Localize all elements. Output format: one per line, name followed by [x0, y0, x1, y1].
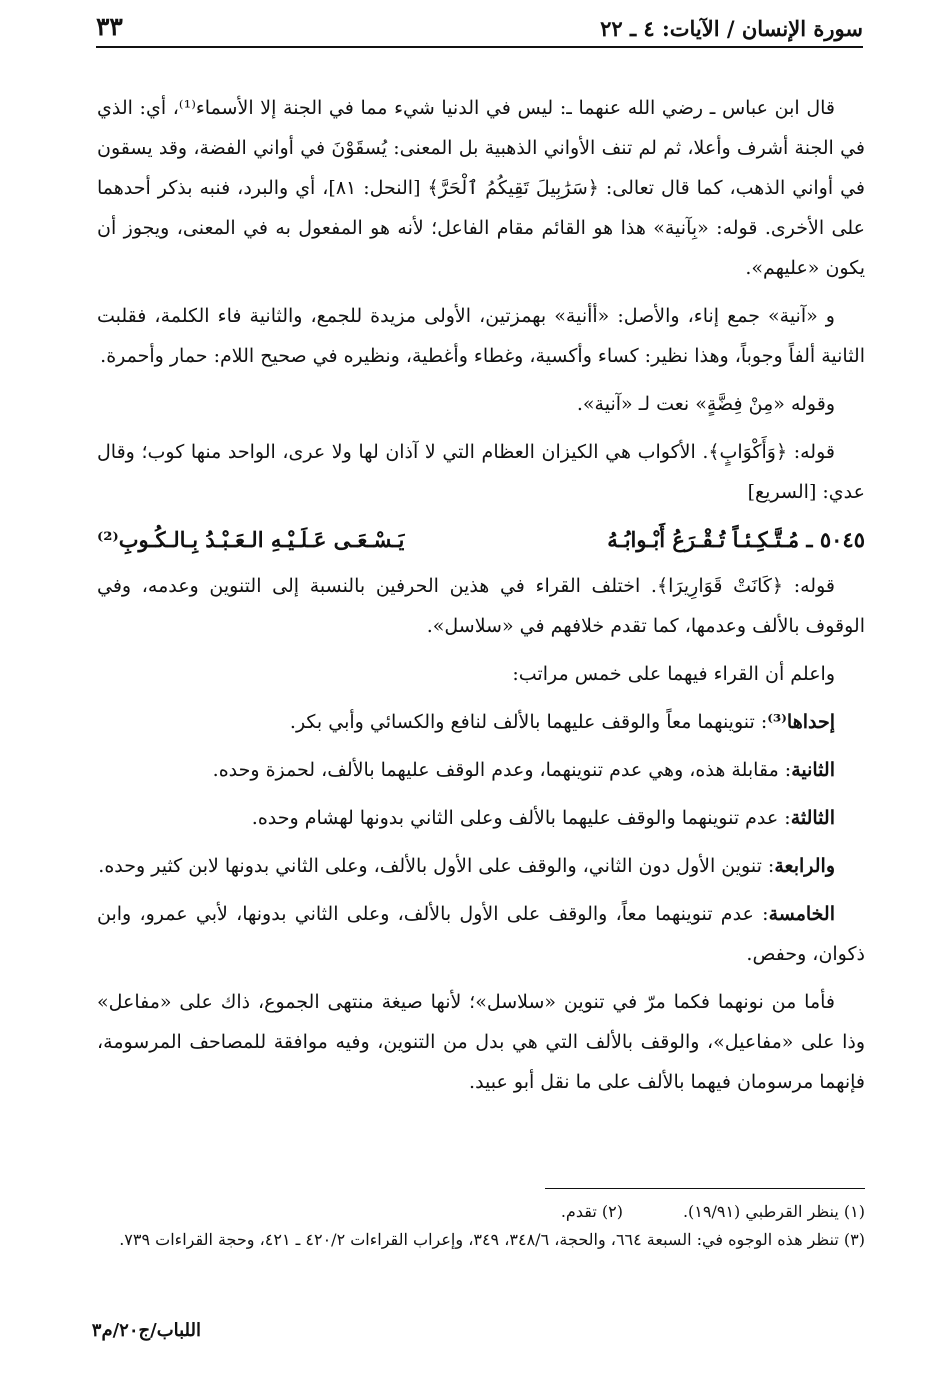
- rank-item: [97, 846, 865, 886]
- page-number: ٣٣: [96, 12, 133, 41]
- rank-label: الثانية: [791, 759, 835, 781]
- volume-signature: اللباب/ج٢٠/م٣: [91, 1320, 201, 1341]
- paragraph: و «آنية» جمع إناء، والأصل: «أأنية» بهمزتين، الأولى مزيدة للجمع، والثانية فاء الكلمة، فقلبت الثانية ألفاً وجوباً، وهذا نظير: كساء وأكسية، وغطاء وأغطية، ونظيره في صحيح اللام: حمار وأحمرة.: [97, 305, 865, 367]
- rank-text: : تنوين الأول دون الثاني، والوقف على الأول بالألف، وعلى الثاني بدونها لابن كثير وحده.: [98, 855, 775, 877]
- poetry-verse: [97, 520, 865, 560]
- footnote: (٣) تنظر هذه الوجوه في: السبعة ٦٦٤، والحجة، ٣٤٨/٦، ٣٤٩، وإعراب القراءات ٤٢٠/٢ ـ ٤٢١، وحجة القراءات ٧٣٩.: [119, 1230, 865, 1249]
- paragraph: فأما من نونهما فكما مرّ في تنوين «سلاسل»؛ لأنها صيغة منتهى الجموع، ذاك على «مفاعل» وذا على «مفاعيل»، والوقف بالألف التي هي بدل من التنوين، وفيه موافقة للمصاحف المرسومة، فإنهما مرسومان فيهما بالألف على ما نقل أبو عبيد.: [97, 991, 865, 1093]
- paragraph: قوله: ﴿وَأَكْوَابٍ﴾. الأكواب هي الكيزان العظام التي لا آذان لها ولا عرى، الواحد منها كوب؛ وقال عدي: [السريع]: [97, 441, 865, 503]
- surah-title: سورة الإنسان / الآيات: ٤ ـ ٢٢: [590, 16, 863, 41]
- rank-item: [97, 702, 865, 742]
- footnotes: [97, 1198, 865, 1254]
- rank-item: [97, 894, 865, 974]
- paragraph: قال ابن عباس ـ رضي الله عنهما ـ: ليس في الدنيا شيء مما في الجنة إلا الأسماء⁽¹⁾، أي: الذي في الجنة أشرف وأعلا، ثم لم تنف الأواني الذهبية بل المعنى: يُسقَوْنَ في أواني الفضة، وقد يسقون في أواني الذهب، كما قال تعالى: ﴿سَرَٰبِيلَ تَقِيكُمُ ٱلْحَرَّ﴾ [النحل: ٨١]، أي والبرد، فنبه بذكر أحدهما على الأخرى. قوله: «بِآنية» هذا هو القائم مقام الفاعل؛ لأنه هو المفعول به في المعنى، ويجوز أن يكون «عليهم».: [97, 97, 865, 279]
- paragraph: وقوله «مِنْ فِضَّةٍ» نعت لـ «آنية».: [576, 393, 835, 415]
- rank-text: : مقابلة هذه، وهي عدم تنوينهما، وعدم الوقف عليهما بالألف، لحمزة وحده.: [212, 759, 792, 781]
- rank-text: : عدم تنوينهما والوقف عليهما بالألف وعلى الثاني بدونها لهشام وحده.: [251, 807, 791, 829]
- footnote: (٢) تقدم.: [560, 1202, 623, 1221]
- paragraph: واعلم أن القراء فيهما على خمس مراتب:: [512, 663, 835, 685]
- footnote-separator: [545, 1188, 865, 1189]
- rank-label: والرابعة: [774, 855, 835, 877]
- rank-text: : عدم تنوينهما معاً، والوقف على الأول بالألف، وعلى الثاني بدونها، لأبي عمرو، وابن ذكوان، وحفص.: [97, 903, 865, 965]
- main-text: [97, 88, 865, 1110]
- rank-label: إحداها⁽³⁾: [767, 711, 835, 733]
- footnote-row: [97, 1198, 865, 1226]
- verse-first-hemistich: ٥٠٤٥ ـ مُـتَّـكِـئـاً تُـقْـرَعُ أَبْـوابُـهُ: [607, 527, 865, 552]
- footnote: (١) ينظر القرطبي (١٩/٩١).: [682, 1202, 865, 1221]
- paragraph: قوله: ﴿كَانَتْ قَوَارِيرَا﴾. اختلف القراء في هذين الحرفين بالنسبة إلى التنوين وعدمه، وفي الوقوف بالألف وعدمها، كما تقدم خلافهم في «سلاسل».: [97, 575, 865, 637]
- rank-text: : تنوينهما معاً والوقف عليهما بالألف لنافع والكسائي وأبي بكر.: [289, 711, 768, 733]
- rank-label: الثالثة: [790, 807, 835, 829]
- verse-second-hemistich: يَـسْـعَـى عَـلَـيْـهِ الـعَـبْـدُ بِـالـكُـوبِ⁽²⁾: [97, 527, 405, 552]
- page-header: [96, 14, 863, 48]
- rank-item: [97, 750, 865, 790]
- rank-item: [97, 798, 865, 838]
- rank-label: الخامسة: [768, 903, 835, 925]
